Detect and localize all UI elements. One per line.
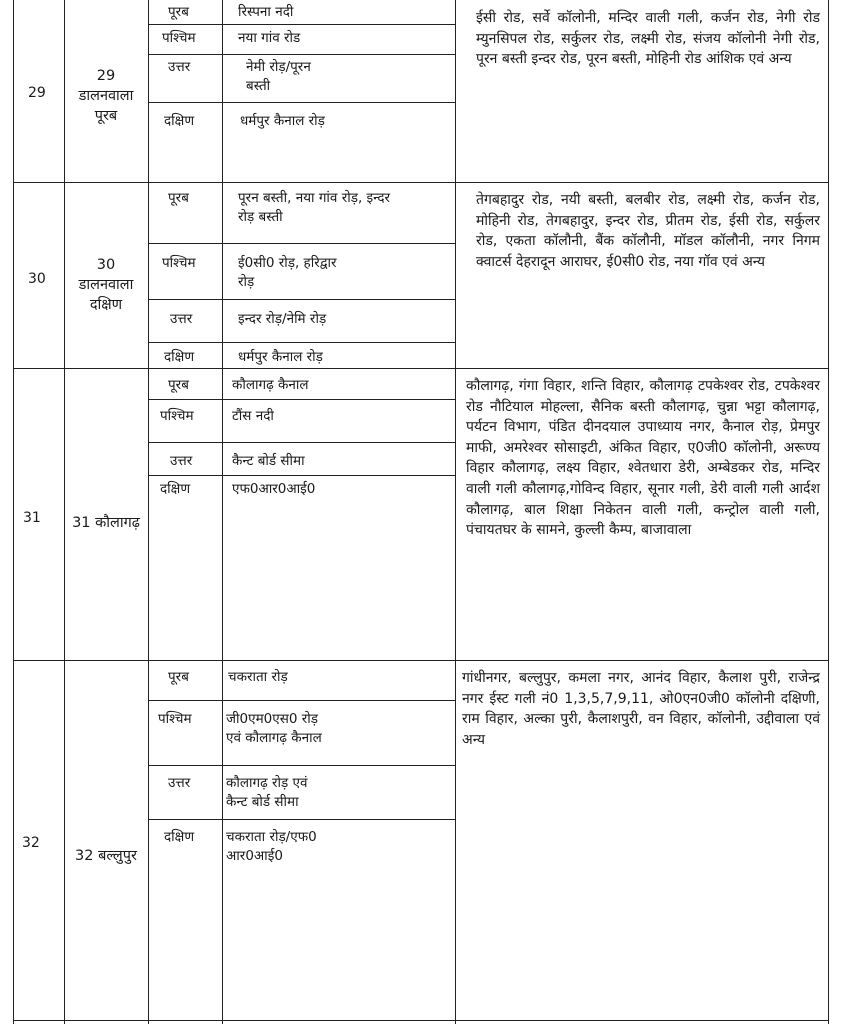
boundary-south: एफ0आर0आई0	[232, 481, 316, 497]
row-separator	[13, 368, 829, 369]
grid-line	[455, 0, 456, 1024]
row-separator	[13, 660, 829, 661]
dir-label-west: पश्चिम	[162, 255, 196, 271]
boundary-north: नेमी रोड़/पूरन बस्ती	[246, 59, 311, 94]
ward-line: 31 कौलागढ़	[72, 515, 140, 531]
boundary-north: कौलागढ़ रोड़ एवं कैन्ट बोर्ड सीमा	[226, 775, 308, 810]
dir-label-north: उत्तर	[170, 453, 193, 469]
sub-row-separator	[148, 102, 456, 103]
ward-name	[64, 846, 148, 866]
sub-row-separator	[148, 299, 456, 300]
sub-row-separator	[148, 700, 456, 701]
street-list: ईसी रोड, सर्वे कॉलोनी, मन्दिर वाली गली, कर्जन रोड, नेगी रोड म्युनसिपल रोड, सर्कुलर रोड, लक्ष्मी रोड, संजय कॉलोनी नेगी रोड, पूरन बस्ती इन्दर रोड, पूरन बस्ती, मोहिनी रोड आंशिक एवं अन्य	[476, 10, 820, 68]
grid-line	[148, 0, 149, 1024]
boundary-east: पूरन बस्ती, नया गांव रोड़, इन्दर रोड़ बस्ती	[238, 190, 391, 225]
ward-line: पूरब	[94, 108, 118, 124]
boundary-east: रिस्पना नदी	[238, 4, 294, 20]
dir-label-south: दक्षिण	[164, 349, 195, 365]
serial-number: 29	[28, 85, 46, 101]
dir-label-west: पश्चिम	[160, 408, 194, 424]
ward-line: डालनवाला	[78, 277, 134, 293]
street-list: कौलागढ़, गंगा विहार, शन्ति विहार, कौलागढ़ टपकेश्वर रोड, टपकेश्वर रोड नौटियाल मोहल्ला, सैनिक बस्ती कौलागढ़, चुन्ना भट्टा कौलागढ़, पर्यटन विभाग, पंडित दीनदयाल उपाध्याय नगर, कैनाल रोड़, प्रेमपुर माफी, अमरेश्वर सोसाइटी, अंकित विहार, ए0जी0 कॉलोनी, अरूण्य विहार कौलागढ़, लक्ष्य विहार, श्वेतधारा डेरी, अम्बेडकर रोड, मन्दिर वाली गली कौलागढ़,गोविन्द विहार, सूनार गली, डेरी वाली गली आर्दश कौलागढ़, बाल शिक्षा निकेतन वाली गली, कन्ट्रोल वाली गली, पंचायतघर के सामने, कुल्ली कैम्प, बाजावाला	[466, 378, 820, 539]
serial-number: 31	[23, 510, 41, 526]
boundary-east: कौलागढ़ कैनाल	[232, 377, 309, 393]
boundary-south: धर्मपुर कैनाल रोड़	[240, 113, 325, 129]
boundary-south: चकराता रोड़/एफ0 आर0आई0	[226, 829, 317, 864]
ward-name	[64, 513, 148, 533]
dir-label-east: पूरब	[168, 377, 189, 393]
sub-row-separator	[148, 243, 456, 244]
boundary-north: इन्दर रोड़/नेमि रोड़	[238, 311, 327, 327]
sub-row-separator	[148, 475, 456, 476]
ward-name	[64, 255, 148, 315]
dir-label-south: दक्षिण	[164, 113, 195, 129]
grid-line	[64, 0, 65, 1024]
boundary-south: धर्मपुर कैनाल रोड़	[238, 349, 323, 365]
dir-label-east: पूरब	[168, 4, 189, 20]
dir-label-west: पश्चिम	[162, 30, 196, 46]
street-list: तेगबहादुर रोड, नयी बस्ती, बलबीर रोड, लक्ष्मी रोड, कर्जन रोड, मोहिनी रोड, तेगबहादुर, इन्दर रोड, प्रीतम रोड, ईसी रोड, सर्कुलर रोड, एकता कॉलौनी, बैंक कॉलौनी, मॉडल कॉलौनी, नगर निगम क्वाटर्स देहरादून आराघर, ई0सी0 रोड, नया गॉव एवं अन्य	[476, 192, 820, 270]
boundary-west: जी0एम0एस0 रोड़ एवं कौलागढ़ कैनाल	[226, 711, 322, 746]
grid-line	[13, 0, 14, 1024]
dir-label-south: दक्षिण	[160, 481, 191, 497]
dir-label-north: उत्तर	[168, 775, 191, 791]
ward-line: दक्षिण	[89, 297, 123, 313]
ward-name	[64, 66, 148, 126]
ward-line: 30	[96, 257, 116, 273]
ward-line: 29	[96, 68, 116, 84]
row-separator	[13, 182, 829, 183]
boundary-west: टौंस नदी	[232, 408, 274, 424]
sub-row-separator	[148, 399, 456, 400]
dir-label-north: उत्तर	[170, 311, 193, 327]
ward-line: 32 बल्लुपुर	[75, 848, 137, 864]
boundary-north: कैन्ट बोर्ड सीमा	[232, 453, 305, 469]
dir-label-north: उत्तर	[168, 59, 191, 75]
sub-row-separator	[148, 54, 456, 55]
sub-row-separator	[148, 342, 456, 343]
ward-line: डालनवाला	[78, 88, 134, 104]
serial-number: 30	[28, 271, 46, 287]
dir-label-east: पूरब	[168, 190, 189, 206]
boundary-east: चकराता रोड़	[228, 669, 288, 685]
boundary-west: नया गांव रोड	[238, 30, 301, 46]
sub-row-separator	[148, 442, 456, 443]
boundary-west: ई0सी0 रोड़, हरिद्वार रोड़	[238, 255, 337, 290]
dir-label-west: पश्चिम	[158, 711, 192, 727]
dir-label-east: पूरब	[168, 669, 189, 685]
serial-number: 32	[22, 835, 40, 851]
grid-line	[222, 0, 223, 1024]
dir-label-south: दक्षिण	[164, 829, 195, 845]
street-list: गांधीनगर, बल्लुपुर, कमला नगर, आनंद विहार, कैलाश पुरी, राजेन्द्र नगर ईस्ट गली नं0 1,3,5,7,9,11, ओ0एन0जी0 कॉलोनी दक्षिणी, राम विहार, अल्का पुरी, कैलाशपुरी, वन विहार, कॉलोनी, उद्दीवाला एवं अन्य	[462, 670, 820, 748]
sub-row-separator	[148, 765, 456, 766]
grid-line	[828, 0, 829, 1024]
row-separator	[13, 1020, 829, 1021]
sub-row-separator	[148, 24, 456, 25]
sub-row-separator	[148, 819, 456, 820]
